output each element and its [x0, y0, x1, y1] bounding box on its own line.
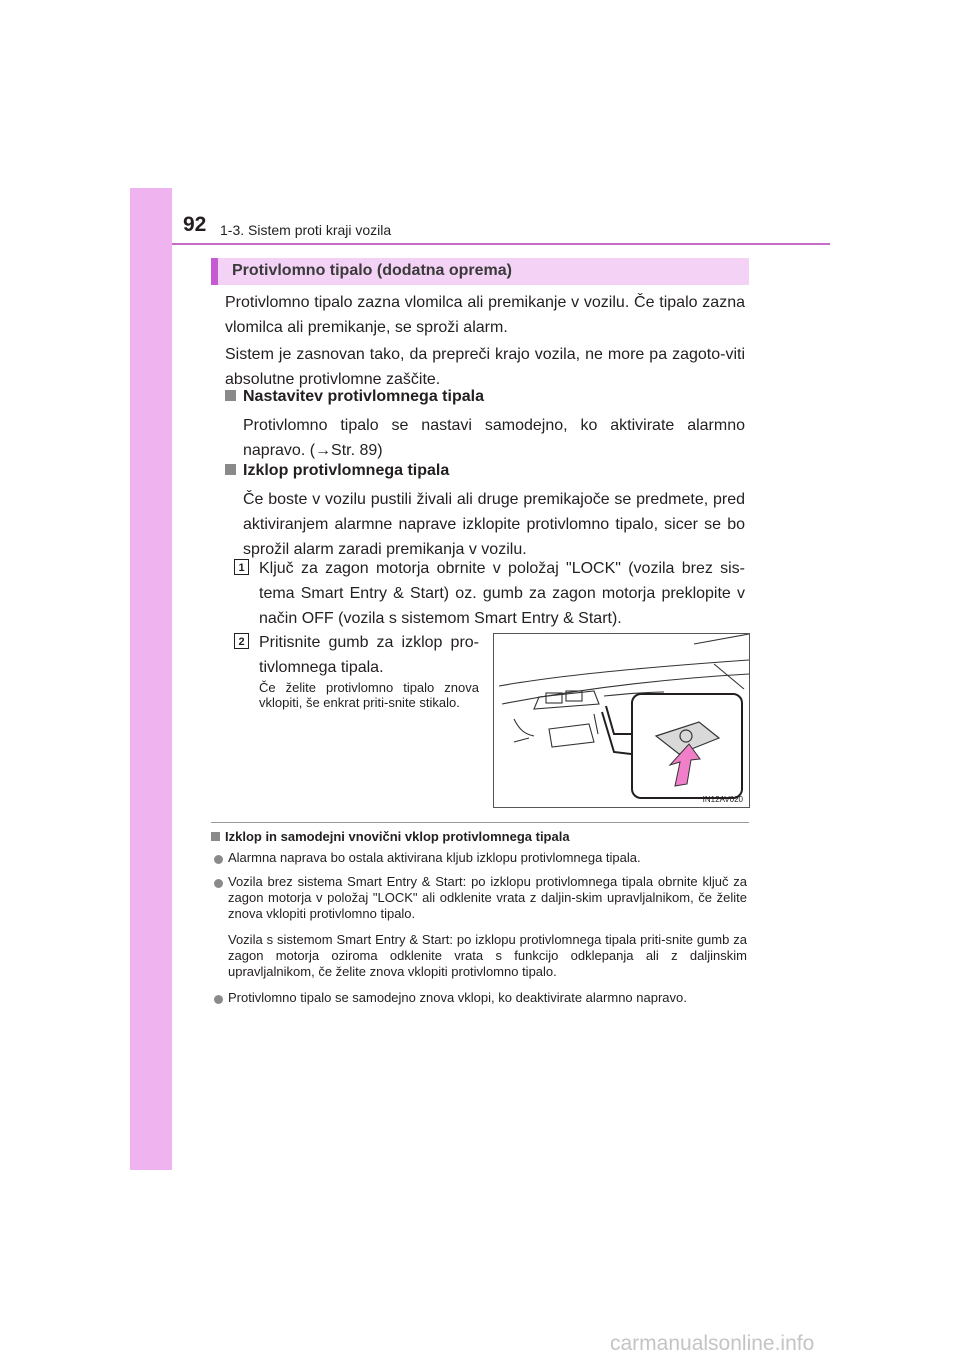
- intrusion-sensor-button-illustration: [494, 634, 750, 808]
- overhead-console-illustration: [493, 633, 750, 808]
- step-1-text: Ključ za zagon motorja obrnite v položaj "LOCK" (vozila brez sis-tema Smart Entry & Start) oz. gumb za zagon motorja preklopite v način OFF (vozila s sistemom Smart Entry & Start).: [259, 560, 745, 627]
- intro-paragraph-2: Sistem je zasnovan tako, da prepreči krajo vozila, ne more pa zagoto-viti absolutne protivlomne zaščite.: [225, 346, 745, 388]
- step-2-note: Če želite protivlomno tipalo znova vklopiti, še enkrat priti-snite stikalo.: [259, 680, 479, 710]
- notes-heading: Izklop in samodejni vnovični vklop protivlomnega tipala: [211, 829, 570, 844]
- figure-code: IN12AV020: [702, 795, 743, 804]
- square-bullet-icon: [225, 464, 236, 475]
- step-number-1: 1: [234, 559, 249, 575]
- note-item-1: Alarmna naprava bo ostala aktivirana kljub izklopu protivlomnega tipala.: [228, 850, 641, 865]
- setting-paragraph: Protivlomno tipalo se nastavi samodejno, ko aktivirate alarmno napravo. (→Str. 89): [243, 417, 745, 459]
- note-item-4: Protivlomno tipalo se samodejno znova vklopi, ko deaktivirate alarmno napravo.: [228, 990, 687, 1005]
- section-title: Protivlomno tipalo (dodatna oprema): [232, 262, 513, 279]
- side-tab-band: [130, 188, 172, 1170]
- header-rule: [172, 243, 830, 245]
- round-bullet-icon: [214, 879, 223, 888]
- chapter-header: 1-3. Sistem proti kraji vozila: [220, 222, 392, 238]
- watermark-footer: carmanualsonline.info: [610, 1332, 815, 1355]
- subheading-disable: Izklop protivlomnega tipala: [225, 462, 449, 480]
- step-2-text: Pritisnite gumb za izklop pro-tivlomnega tipala.: [259, 634, 479, 676]
- page-number: 92: [183, 213, 207, 236]
- square-bullet-icon: [211, 832, 220, 841]
- subheading-setting: Nastavitev protivlomnega tipala: [225, 388, 484, 406]
- round-bullet-icon: [214, 855, 223, 864]
- disable-paragraph: Če boste v vozilu pustili živali ali druge premikajoče se predmete, pred aktiviranjem alarmne naprave izklopite protivlomno tipalo, sicer se bo sprožil alarm zaradi premikanja v vozilu.: [243, 491, 745, 558]
- note-item-3: Vozila s sistemom Smart Entry & Start: po izklopu protivlomnega tipala priti-snite gumb za zagon motorja oziroma odklenite vrata s funkcijo odklepanja ali z daljinskim upravljalnikom, če želite znova vklopiti protivlomno tipalo.: [228, 932, 747, 979]
- square-bullet-icon: [225, 390, 236, 401]
- note-item-2: Vozila brez sistema Smart Entry & Start: po izklopu protivlomnega tipala obrnite ključ za zagon motorja v položaj "LOCK" ali odklenite vrata z daljin-skim upravljalnikom, če želite znova vklopiti protivlomno tipalo.: [228, 874, 747, 921]
- section-title-bar: [211, 258, 749, 285]
- intro-paragraph-1: Protivlomno tipalo zazna vlomilca ali premikanje v vozilu. Če tipalo zazna vlomilca ali premikanje, se sproži alarm.: [225, 294, 745, 336]
- notes-divider: [211, 822, 749, 823]
- step-number-2: 2: [234, 633, 249, 649]
- round-bullet-icon: [214, 995, 223, 1004]
